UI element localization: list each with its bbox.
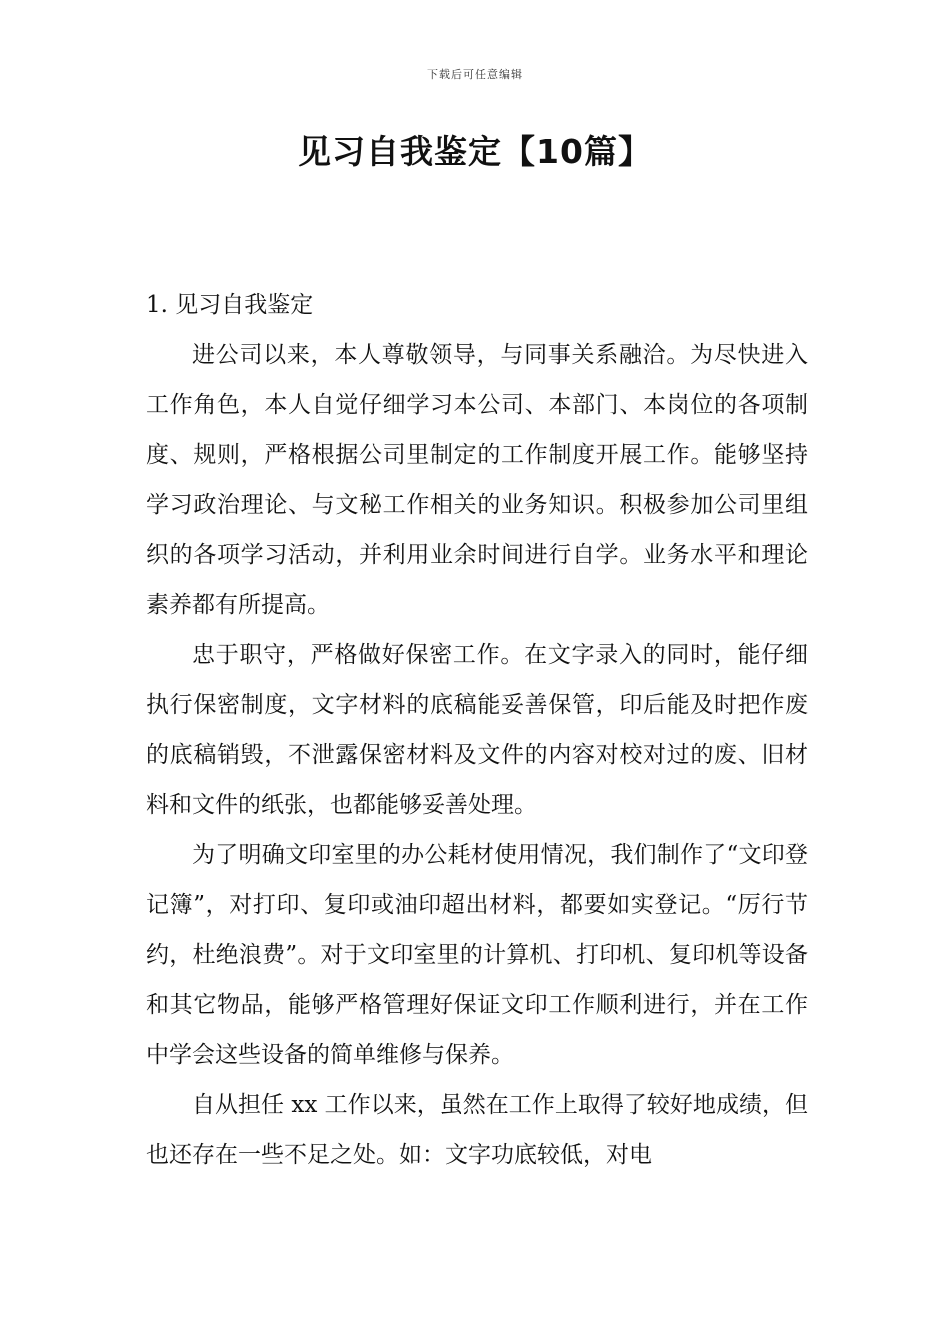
paragraph-1: 进公司以来，本人尊敬领导，与同事关系融洽。为尽快进入工作角色，本人自觉仔细学习本公司、本部门、本岗位的各项制度、规则，严格根据公司里制定的工作制度开展工作。能够坚持学习政治理论、与文秘工作相关的业务知识。积极参加公司里组织的各项学习活动，并利用业余时间进行自学。业务水平和理论素养都有所提高。 [146,342,808,618]
section-heading: 1. 见习自我鉴定 [146,292,314,318]
paragraph-3: 为了明确文印室里的办公耗材使用情况，我们制作了“文印登记簿”，对打印、复印或油印超出材料，都要如实登记。“厉行节约，杜绝浪费”。对于文印室里的计算机、打印机、复印机等设备和其它物品，能够严格管理好保证文印工作顺利进行，并在工作中学会这些设备的简单维修与保养。 [146,842,808,1068]
document-title: 见习自我鉴定【10篇】 [298,132,652,171]
paragraph-4: 自从担任 xx 工作以来，虽然在工作上取得了较好地成绩，但也还存在一些不足之处。如：文字功底较低，对电 [146,1092,808,1168]
document-body [146,280,808,1180]
header-note: 下载后可任意编辑 [427,68,523,81]
paragraph-2: 忠于职守，严格做好保密工作。在文字录入的同时，能仔细执行保密制度，文字材料的底稿能妥善保管，印后能及时把作废的底稿销毁，不泄露保密材料及文件的内容对校对过的废、旧材料和文件的纸张，也都能够妥善处理。 [146,642,808,818]
